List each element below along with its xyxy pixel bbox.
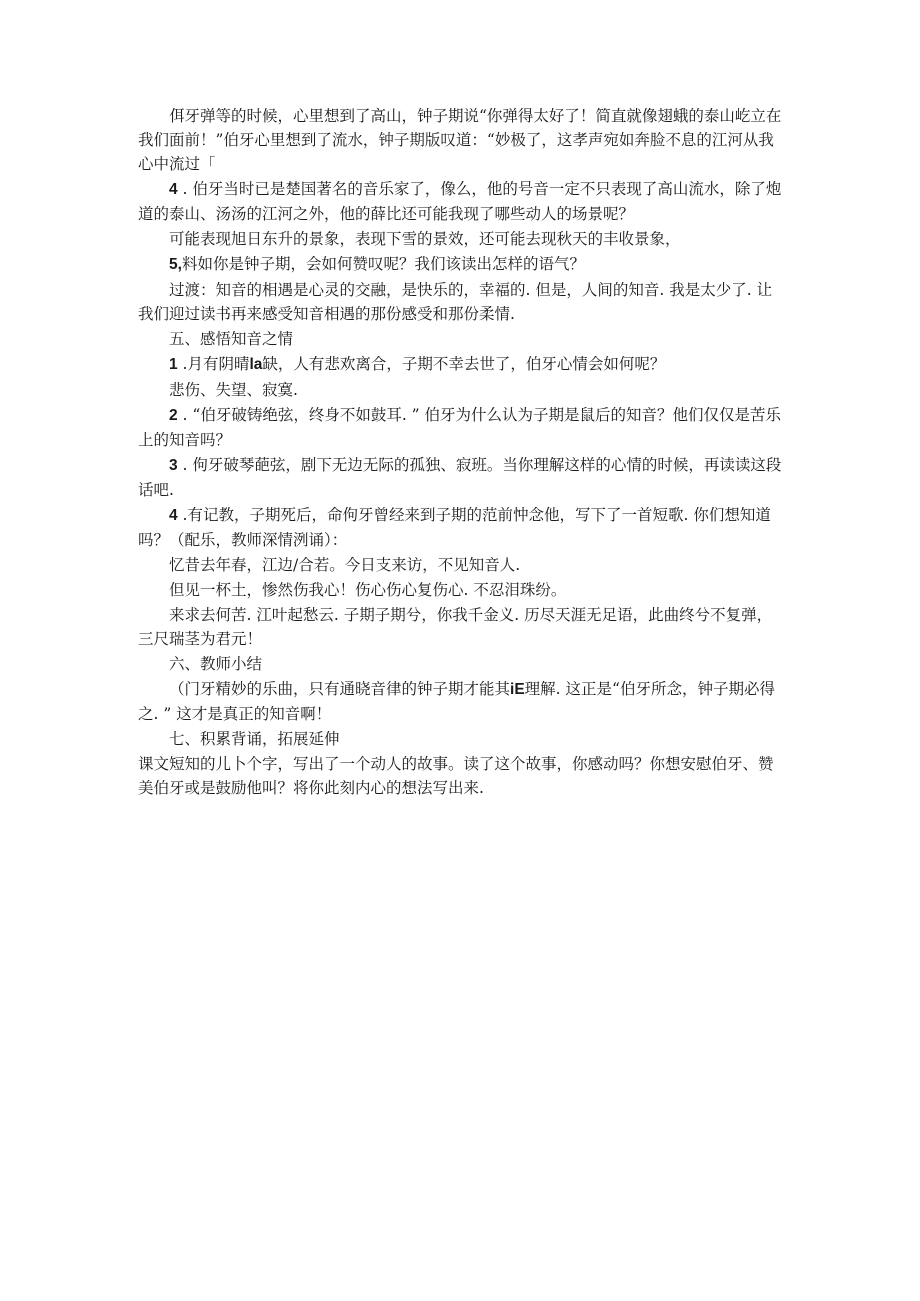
summary-text: iE — [510, 681, 525, 698]
question-5-praise — [138, 252, 786, 277]
answer-mood: 悲伤、失望、寂寞. — [169, 381, 298, 399]
question-text: .月有阴晴 — [177, 355, 250, 373]
question-2-zither — [138, 403, 786, 452]
question-1-mood — [138, 352, 786, 377]
summary-text: （门牙精妙的乐曲，只有通晓音律的钟子期才能其 — [169, 680, 511, 698]
poem-line-2: 但见一杯土，惨然伤我心！伤心伤心复伤心. 不忍泪珠纷。 — [169, 581, 567, 599]
question-4-poem — [138, 503, 786, 552]
teacher-summary — [138, 677, 786, 726]
question-text: . 佝牙破琴葩弦，剧下无边无际的孤独、寂班。当你理解这样的心情的时候，再读读这段话吧. — [138, 456, 782, 499]
question-text: 缺，人有悲欢离合，子期不幸去世了，伯牙心情会如何呢？ — [262, 355, 666, 373]
question-number: 5, — [169, 256, 182, 273]
extension-paragraph: 课文短知的儿卜个字，写出了一个动人的故事。读了这个故事，你感动吗？你想安慰伯牙、赞美伯牙或是鼓励他叫？将你此刻内心的想法写出来. — [138, 755, 774, 797]
question-text: . “伯牙破铸绝弦，终身不如鼓耳. ” 伯牙为什么认为子期是鼠后的知音？他们仅仅是苦乐上的知音吗？ — [138, 406, 782, 449]
question-number: 4 — [169, 181, 178, 198]
question-number: 4 — [169, 507, 178, 524]
section-heading-5: 五、感悟知音之情 — [169, 330, 294, 348]
question-number: 1 — [169, 356, 178, 373]
poem-line-1: 忆昔去年春，江边/合若。今日支来访，不见知音人. — [169, 556, 521, 574]
question-text: la — [249, 356, 263, 373]
transition-paragraph: 过渡：知音的相遇是心灵的交融，是快乐的，幸福的. 但是，人间的知音. 我是太少了. 让我们迎过读书再来感受知音相遇的那份感受和那份柔情. — [138, 281, 773, 323]
poem-line-3: 来求去何苦. 江叶起愁云. 子期子期兮，你我千金义. 历尽天涯无足语，此曲终兮不复弹，三尺瑞茎为君元！ — [138, 606, 773, 648]
question-number: 3 — [169, 457, 178, 474]
section-heading-7: 七、积累背诵，拓展延伸 — [169, 730, 340, 748]
question-text: 料如你是钟子期，会如何赞叹呢？我们该读出怎样的语气？ — [181, 255, 585, 273]
question-4-scenes — [138, 177, 786, 226]
answer-scenes: 可能表现旭日东升的景象，表现下雪的景效，还可能去现秋天的丰收景象， — [169, 230, 681, 248]
question-text: . 伯牙当时已是楚国著名的音乐家了，像么，他的号音一定不只表现了高山流水，除了炮道的泰山、汤汤的江河之外，他的薛比还可能我现了哪些动人的场景呢？ — [138, 180, 782, 223]
document-body — [138, 104, 786, 801]
question-3-lonely — [138, 453, 786, 502]
question-number: 2 — [169, 407, 178, 424]
paragraph-story: 佴牙弹等的时候，心里想到了高山，钟子期说“你弹得太好了！简直就像翅蛾的泰山屹立在我们面前！”伯牙心里想到了流水，钟子期版叹道：“妙极了，这孝声宛如奔脸不息的江河从我心中流过「 — [138, 107, 782, 173]
question-text: .有记教，子期死后，命佝牙曾经来到子期的范前忡念他，写下了一首短歌. 你们想知道吗？（配乐，教师深情洌诵）： — [138, 506, 771, 549]
section-heading-6: 六、教师小结 — [169, 655, 263, 673]
summary-text: 理解. 这正是“伯牙所念，钟子期必得之. ” 这才是真正的知音啊！ — [138, 680, 775, 723]
